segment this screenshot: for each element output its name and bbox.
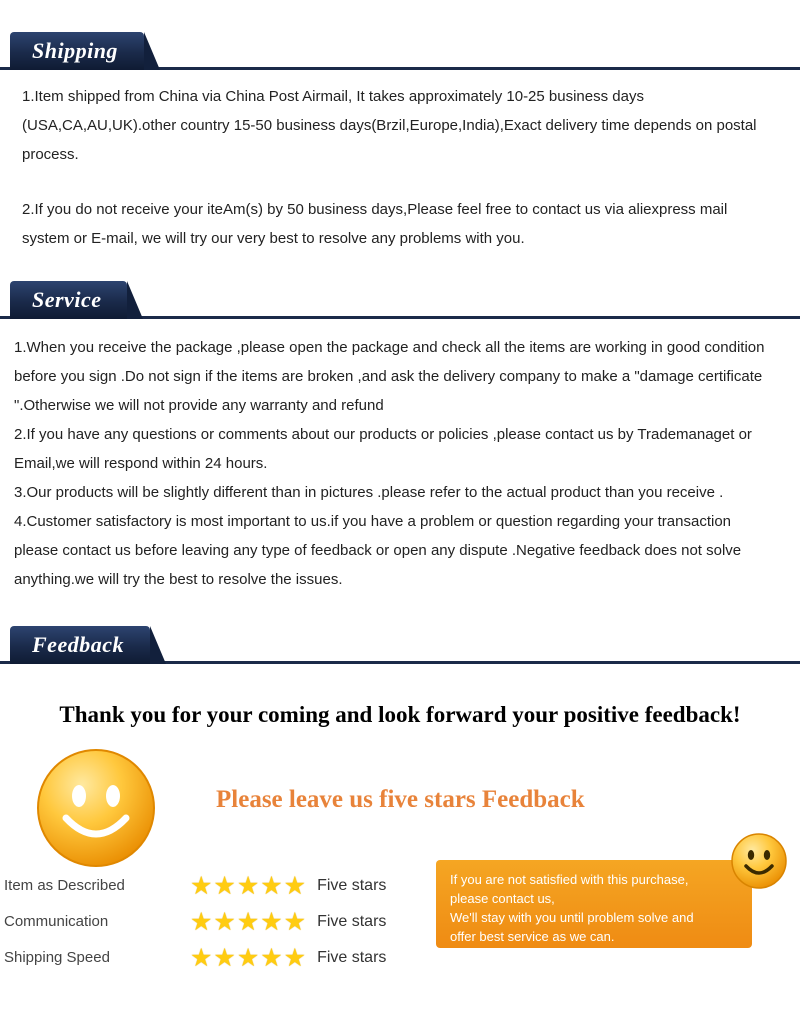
five-star-icon: ★★★★★ bbox=[190, 944, 308, 972]
note-line-1: If you are not satisfied with this purchase, bbox=[450, 872, 689, 887]
rating-row bbox=[190, 904, 450, 940]
five-stars-title: Please leave us five stars Feedback bbox=[216, 786, 585, 813]
rating-row-text: Five stars bbox=[317, 949, 387, 966]
rating-row bbox=[190, 868, 450, 904]
service-paragraph-2: 2.If you have any questions or comments about our products or policies ,please contact us by Trademanaget or Email,we will respond within 24 hours. bbox=[14, 426, 752, 472]
rating-rows bbox=[190, 868, 450, 976]
rating-label-item-as-described: Item as Described bbox=[4, 877, 125, 894]
service-tab bbox=[10, 281, 127, 319]
service-section-header bbox=[0, 279, 800, 319]
note-line-4: offer best service as we can. bbox=[450, 929, 615, 944]
promo-page bbox=[0, 30, 800, 1030]
feedback-body bbox=[0, 738, 800, 1008]
rating-row bbox=[190, 940, 450, 976]
rating-label-shipping-speed: Shipping Speed bbox=[4, 949, 110, 966]
rating-row-text: Five stars bbox=[317, 913, 387, 930]
note-line-3: We'll stay with you until problem solve and bbox=[450, 910, 694, 925]
shipping-body bbox=[0, 70, 800, 257]
rating-row-text: Five stars bbox=[317, 877, 387, 894]
shipping-paragraph-1: 1.Item shipped from China via China Post Airmail, It takes approximately 10-25 business days (USA,CA,AU,UK).other country 15-50 business days(Brzil,Europe,India),Exact delivery time depends on postal process. bbox=[22, 88, 757, 163]
five-star-icon: ★★★★★ bbox=[190, 872, 308, 900]
smiley-face-small-icon bbox=[730, 832, 788, 890]
satisfaction-note bbox=[436, 860, 752, 948]
service-paragraph-3: 3.Our products will be slightly different than in pictures .please refer to the actual product than you receive . bbox=[14, 484, 724, 501]
service-title: Service bbox=[32, 287, 102, 312]
feedback-section-header bbox=[0, 624, 800, 664]
thanks-line: Thank you for your coming and look forward your positive feedback! bbox=[59, 702, 741, 727]
shipping-section-header bbox=[0, 30, 800, 70]
feedback-area bbox=[0, 664, 800, 1008]
shipping-paragraph-2: 2.If you do not receive your iteAm(s) by 50 business days,Please feel free to contact us via aliexpress mail system or E-mail, we will try our very best to resolve any problems with you. bbox=[22, 201, 728, 247]
service-paragraph-1: 1.When you receive the package ,please open the package and check all the items are working in good condition before you sign .Do not sign if the items are broken ,and ask the delivery company to make a "damage certificate ".Otherwise we will not provide any warranty and refund bbox=[14, 339, 765, 414]
shipping-tab bbox=[10, 32, 144, 70]
feedback-tab bbox=[10, 626, 150, 664]
note-line-2: please contact us, bbox=[450, 891, 555, 906]
five-star-icon: ★★★★★ bbox=[190, 908, 308, 936]
smiley-face-icon bbox=[34, 746, 158, 870]
rating-label-communication: Communication bbox=[4, 913, 109, 930]
feedback-title: Feedback bbox=[32, 632, 124, 657]
shipping-title: Shipping bbox=[32, 38, 118, 63]
service-body bbox=[0, 319, 800, 598]
rating-labels bbox=[4, 868, 194, 976]
service-paragraph-4: 4.Customer satisfactory is most important to us.if you have a problem or question regarding your transaction please contact us before leaving any type of feedback or open any dispute .Negative feedback does not solve anything.we will try the best to resolve the issues. bbox=[14, 513, 742, 588]
